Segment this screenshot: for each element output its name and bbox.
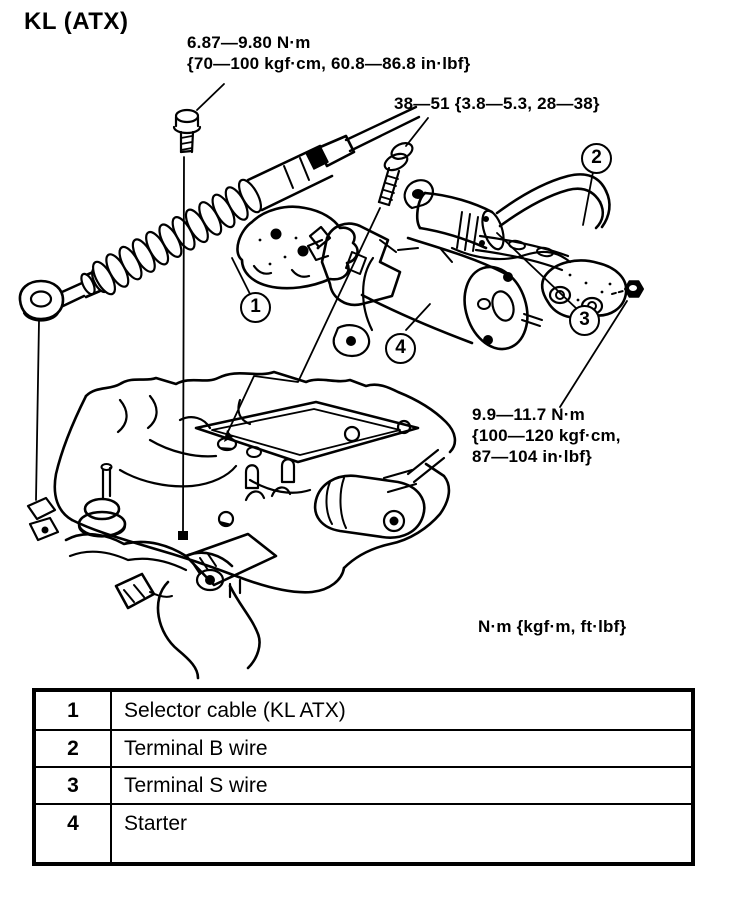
legend-row-number: 4 — [36, 805, 112, 862]
legend-row — [36, 803, 691, 862]
transaxle-drawing — [28, 372, 455, 678]
legend-row — [36, 692, 691, 729]
legend-row-label: Selector cable (KL ATX) — [124, 698, 346, 722]
callout-4-starter: 4 — [385, 333, 416, 364]
units-note: N·m {kgf·m, ft·lbf} — [478, 617, 627, 636]
legend-row-number: 2 — [36, 731, 112, 766]
cable-bracket-drawing — [237, 207, 357, 288]
torque-line: {100—120 kgf·cm, — [472, 426, 621, 445]
legend-row-label: Terminal S wire — [124, 773, 268, 797]
legend-row-number: 1 — [36, 692, 112, 729]
starter-bolt-drawing — [379, 140, 415, 205]
callout-1-selector-cable: 1 — [240, 292, 271, 323]
selector-cable-drawing — [20, 107, 419, 321]
page-title: KL (ATX) — [24, 8, 129, 35]
legend-row-number: 3 — [36, 768, 112, 803]
legend-table — [32, 688, 695, 866]
callout-2-terminal-b-wire: 2 — [581, 143, 612, 174]
legend-row-label: Starter — [124, 812, 188, 835]
terminal-b-wire-drawing — [476, 174, 626, 318]
torque-line: {70—100 kgf·cm, 60.8—86.8 in·lbf} — [187, 54, 471, 73]
selector-cable-bolt-drawing — [174, 110, 200, 152]
callout-3-terminal-s-wire: 3 — [569, 305, 600, 336]
torque-line: 6.87—9.80 N·m — [187, 33, 311, 52]
torque-line: 38—51 {3.8—5.3, 28—38} — [394, 94, 600, 113]
torque-line: 87—104 in·lbf} — [472, 447, 592, 466]
legend-row-label: Terminal B wire — [124, 736, 268, 760]
torque-line: 9.9—11.7 N·m — [472, 405, 585, 424]
legend-row — [36, 766, 691, 803]
terminal-nut-drawing — [612, 281, 643, 297]
legend-row — [36, 729, 691, 766]
